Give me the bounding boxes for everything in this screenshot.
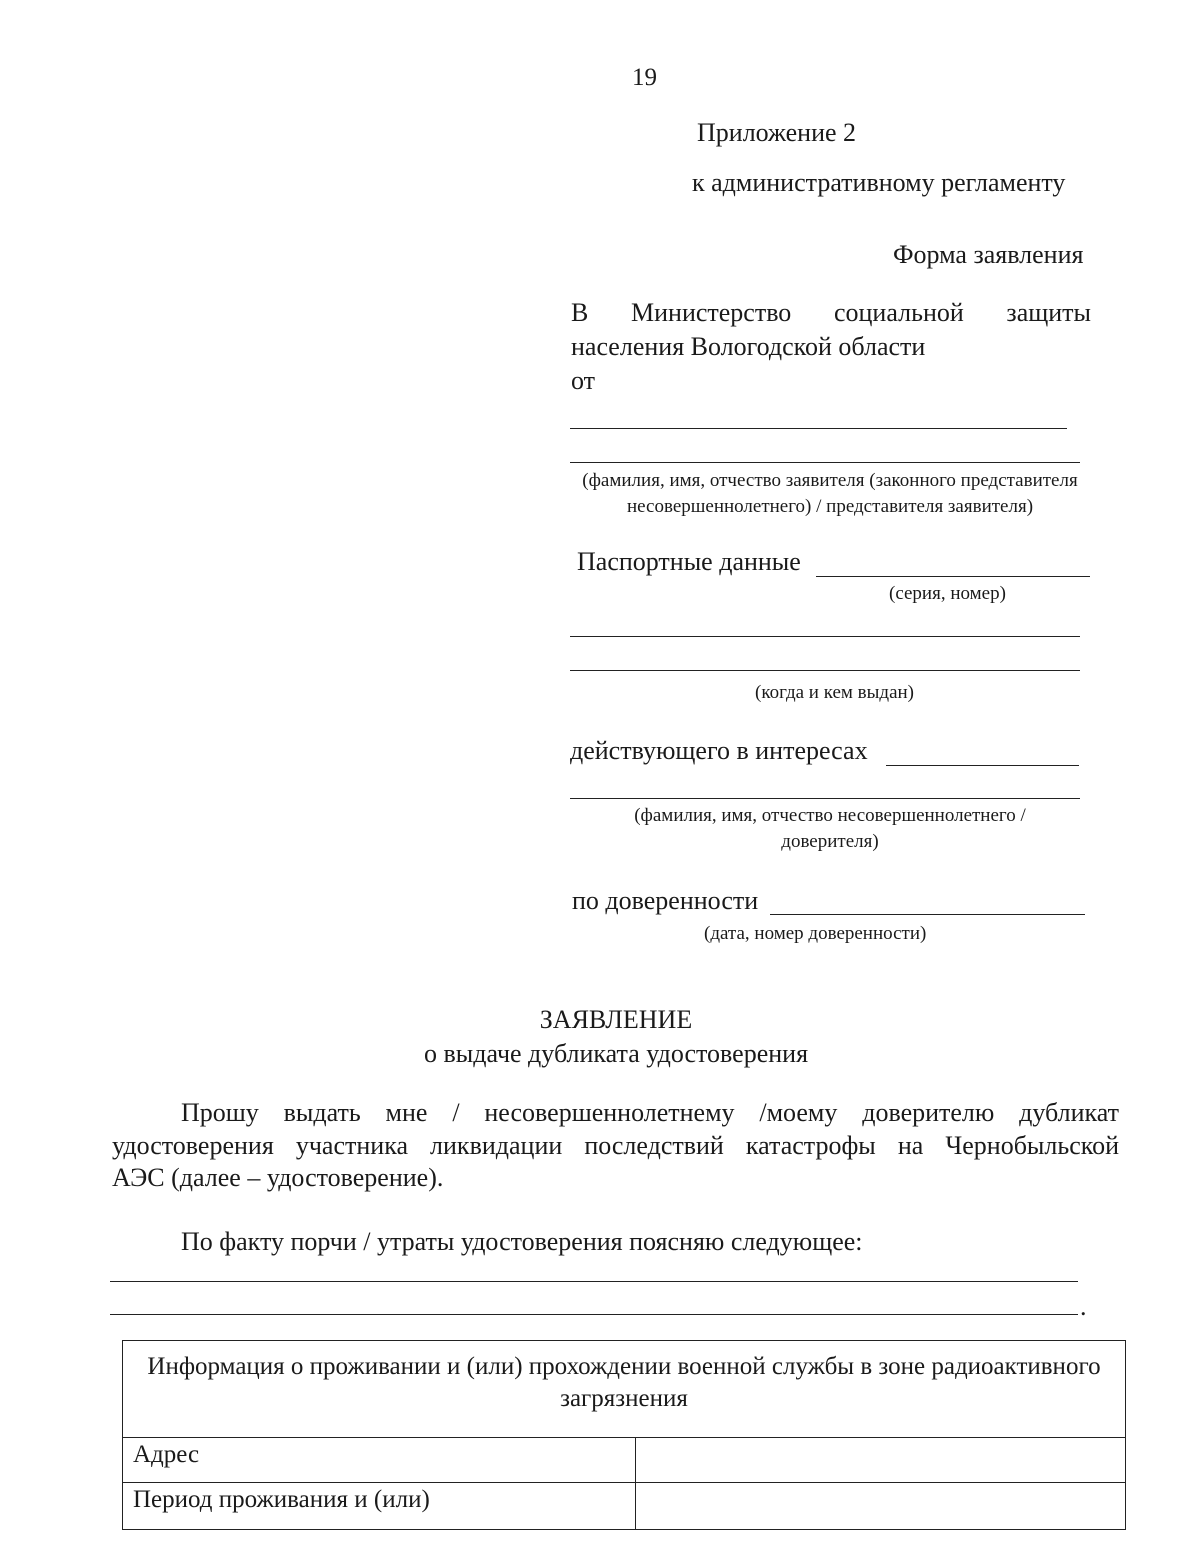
period-label: Период проживания и (или) — [133, 1486, 430, 1513]
addressee-to: В — [571, 298, 589, 327]
addressee-protection: защиты — [1006, 298, 1091, 327]
addressee-from: от — [571, 366, 596, 395]
applicant-name-line-2[interactable] — [570, 462, 1080, 463]
page-number: 19 — [632, 64, 657, 91]
table-row — [123, 1438, 1126, 1483]
address-label: Адрес — [133, 1441, 200, 1468]
request-line-2: удостоверения участника ликвидации последствий катастрофы на Чернобыльской — [112, 1131, 1119, 1160]
interests-label: действующего в интересах — [570, 736, 868, 765]
appendix-number: Приложение 2 — [697, 118, 857, 147]
table-header-row — [123, 1341, 1126, 1438]
explanation-text: По факту порчи / утраты удостоверения поясняю следующее: — [181, 1227, 863, 1256]
table-header-text: Информация о проживании и (или) прохождении военной службы в зоне радиоактивного загрязнения — [147, 1353, 1101, 1412]
addressee-ministry: Министерство — [631, 298, 792, 327]
explanation-line-2[interactable] — [110, 1314, 1078, 1315]
request-line-1: Прошу выдать мне / несовершеннолетнему /моему доверителю дубликат — [181, 1098, 1119, 1127]
proxy-hint: (дата, номер доверенности) — [704, 923, 927, 944]
document-subtitle: о выдаче дубликата удостоверения — [423, 1039, 809, 1068]
passport-issued-line-1[interactable] — [570, 636, 1080, 637]
addressee-line1 — [571, 296, 1091, 330]
applicant-name-line-1[interactable] — [570, 428, 1067, 429]
passport-series-line[interactable] — [816, 576, 1090, 577]
explanation-period: . — [1080, 1292, 1087, 1321]
table-cell-label — [123, 1438, 636, 1483]
applicant-hint: (фамилия, имя, отчество заявителя (законного представителя несовершеннолетнего) / представителя заявителя) — [582, 470, 1078, 517]
proxy-label: по доверенности — [572, 886, 759, 915]
residence-info-table — [122, 1340, 1126, 1530]
proxy-line[interactable] — [770, 914, 1085, 915]
interests-line-1[interactable] — [886, 765, 1079, 766]
passport-series-hint: (серия, номер) — [889, 583, 1006, 604]
passport-issued-hint: (когда и кем выдан) — [755, 682, 915, 703]
addressee-social: социальной — [833, 298, 964, 327]
minor-hint: (фамилия, имя, отчество несовершеннолетнего / доверителя) — [634, 805, 1026, 852]
appendix-reference: к административному регламенту — [692, 168, 1066, 197]
interests-line-2[interactable] — [570, 798, 1080, 799]
period-value-cell[interactable] — [636, 1483, 1126, 1530]
addressee-line2: населения Вологодской области — [571, 332, 926, 361]
explanation-line-1[interactable] — [110, 1281, 1078, 1282]
table-cell-label — [123, 1483, 636, 1530]
form-label: Форма заявления — [893, 240, 1084, 269]
table-row — [123, 1483, 1126, 1530]
document-title: ЗАЯВЛЕНИЕ — [539, 1005, 693, 1034]
passport-label: Паспортные данные — [577, 547, 801, 576]
table-header — [123, 1341, 1126, 1438]
address-value-cell[interactable] — [636, 1438, 1126, 1483]
passport-issued-line-2[interactable] — [570, 670, 1080, 671]
request-line-3: АЭС (далее – удостоверение). — [112, 1163, 444, 1192]
